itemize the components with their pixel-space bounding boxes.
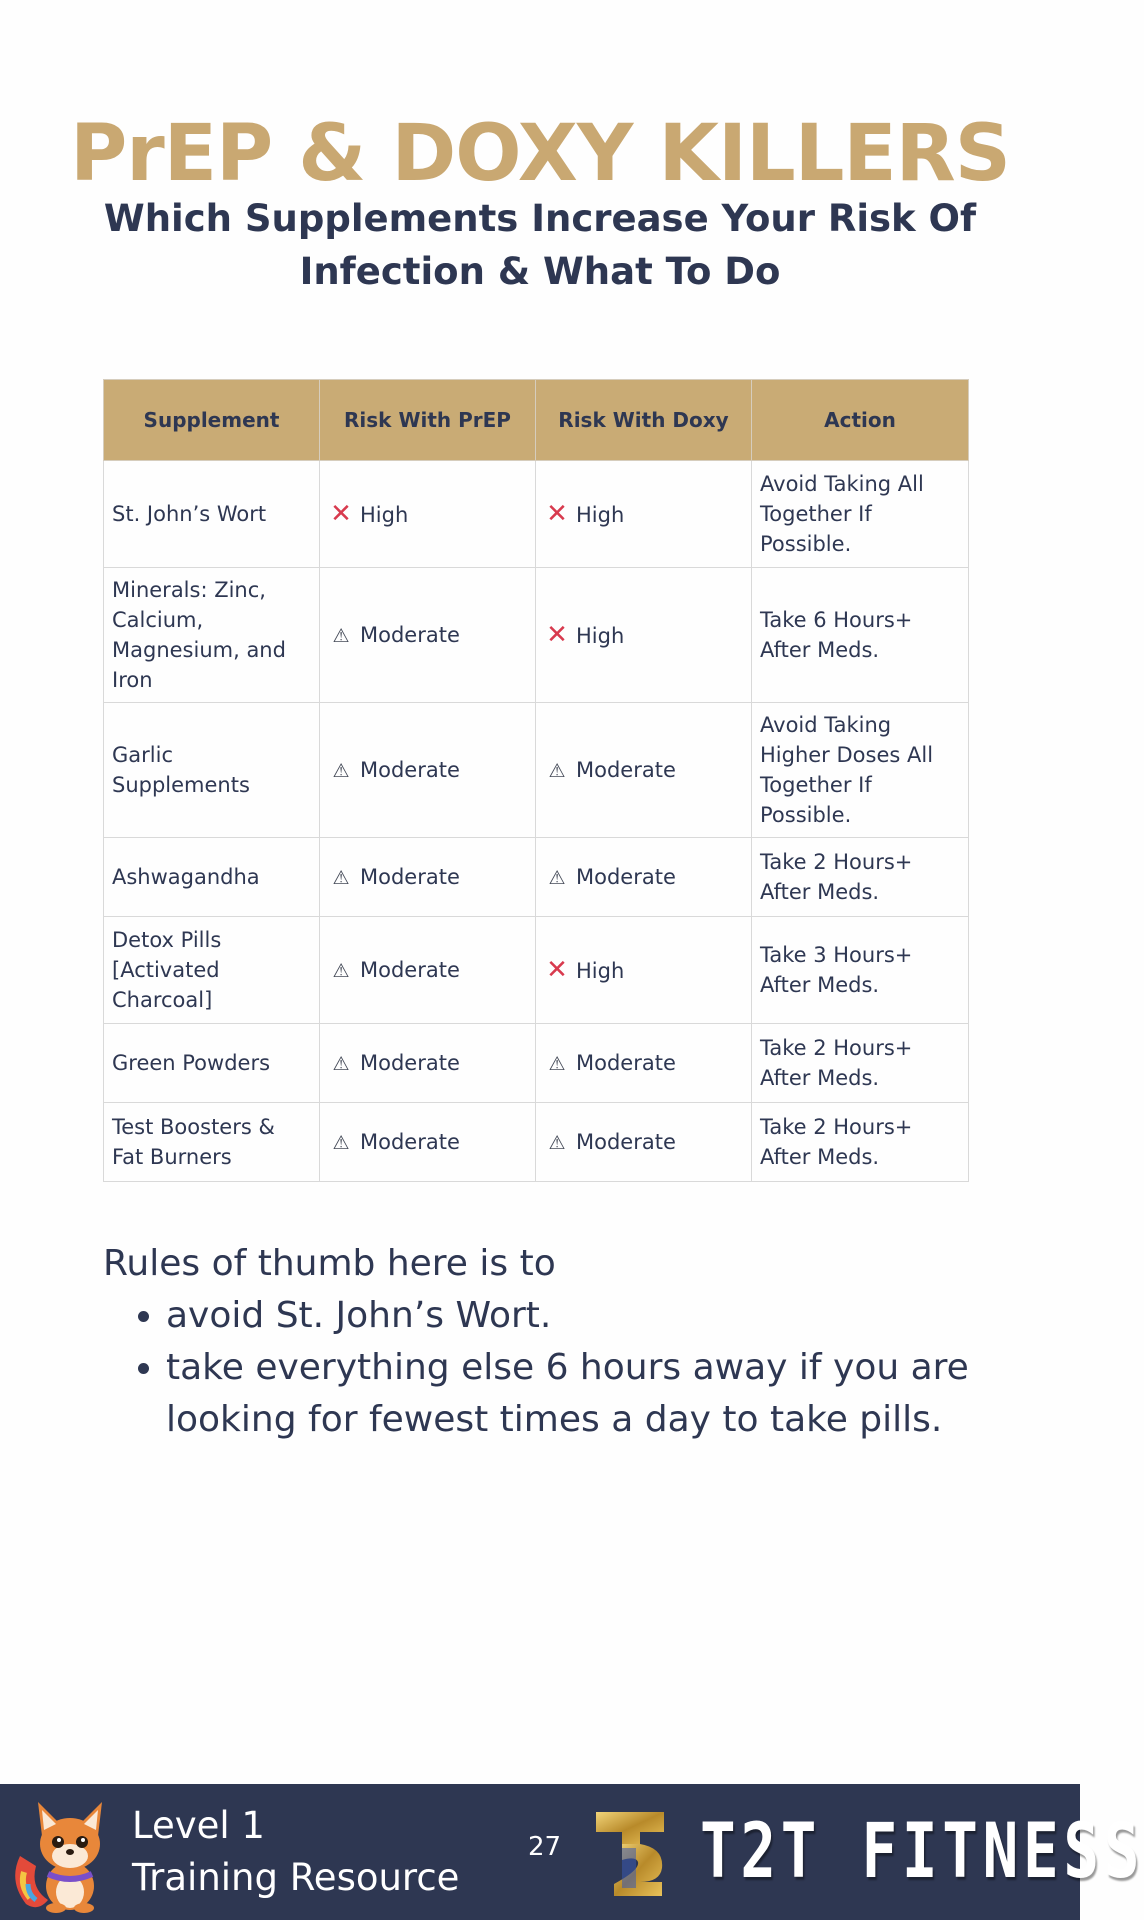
- warning-icon: ⚠: [332, 1131, 350, 1154]
- supplement-risk-table: [103, 379, 969, 1182]
- warning-icon: ⚠: [548, 1131, 566, 1154]
- risk-level: Moderate: [360, 622, 460, 647]
- table-row: [104, 703, 969, 838]
- risk-level: High: [360, 502, 409, 527]
- supplement-cell: Test Boosters & Fat Burners: [104, 1103, 320, 1182]
- risk-level: Moderate: [576, 864, 676, 889]
- rules-item: • take everything else 6 hours away if you are looking for fewest times a day to take pills.: [166, 1342, 983, 1446]
- risk-cell: [320, 703, 536, 838]
- risk-level: Moderate: [360, 957, 460, 982]
- t2t-logo-icon: [592, 1804, 668, 1900]
- risk-cell: [320, 838, 536, 917]
- risk-cell: [320, 568, 536, 703]
- x-icon: ✕: [546, 954, 568, 985]
- page-number: 27: [528, 1832, 562, 1862]
- warning-icon: ⚠: [548, 1052, 566, 1075]
- table-row: [104, 568, 969, 703]
- column-header: Action: [752, 380, 969, 461]
- risk-level: Moderate: [576, 1050, 676, 1075]
- risk-cell: [320, 461, 536, 568]
- risk-cell: [536, 838, 752, 917]
- risk-level: High: [576, 958, 625, 983]
- warning-icon: ⚠: [332, 624, 350, 647]
- rules-intro: Rules of thumb here is to: [103, 1243, 556, 1284]
- x-icon: ✕: [546, 619, 568, 650]
- risk-cell: [536, 917, 752, 1024]
- risk-cell: [536, 568, 752, 703]
- risk-cell: [536, 461, 752, 568]
- table-body: [104, 461, 969, 1182]
- risk-level: Moderate: [576, 757, 676, 782]
- action-cell: Take 6 Hours+ After Meds.: [752, 568, 969, 703]
- risk-cell: [320, 917, 536, 1024]
- risk-cell: [536, 1103, 752, 1182]
- supplement-cell: Detox Pills [Activated Charcoal]: [104, 917, 320, 1024]
- action-cell: Take 3 Hours+ After Meds.: [752, 917, 969, 1024]
- risk-level: Moderate: [360, 1129, 460, 1154]
- action-cell: Avoid Taking All Together If Possible.: [752, 461, 969, 568]
- table-row: [104, 917, 969, 1024]
- rules-item: • avoid St. John’s Wort.: [166, 1290, 983, 1342]
- page-title: PrEP & DOXY KILLERS: [70, 109, 1010, 199]
- warning-icon: ⚠: [332, 759, 350, 782]
- warning-icon: ⚠: [548, 866, 566, 889]
- table-row: [104, 838, 969, 917]
- rules-list: [103, 1290, 983, 1446]
- footer-bar: [0, 1784, 1144, 1920]
- risk-cell: [536, 1024, 752, 1103]
- warning-icon: ⚠: [332, 1052, 350, 1075]
- supplement-cell: Garlic Supplements: [104, 703, 320, 838]
- fox-mascot-icon: [8, 1796, 116, 1914]
- footer-level: Level 1: [132, 1804, 265, 1847]
- warning-icon: ⚠: [548, 759, 566, 782]
- risk-cell: [320, 1103, 536, 1182]
- table-header-row: [104, 380, 969, 461]
- column-header: Risk With Doxy: [536, 380, 752, 461]
- x-icon: ✕: [546, 498, 568, 529]
- risk-level: Moderate: [576, 1129, 676, 1154]
- brand-name: T2T FITNESS: [700, 1806, 1144, 1895]
- table-row: [104, 461, 969, 568]
- action-cell: Avoid Taking Higher Doses All Together If Possible.: [752, 703, 969, 838]
- supplement-cell: Green Powders: [104, 1024, 320, 1103]
- supplement-cell: Minerals: Zinc, Calcium, Magnesium, and Iron: [104, 568, 320, 703]
- action-cell: Take 2 Hours+ After Meds.: [752, 1024, 969, 1103]
- warning-icon: ⚠: [332, 866, 350, 889]
- risk-cell: [536, 703, 752, 838]
- risk-level: High: [576, 623, 625, 648]
- action-cell: Take 2 Hours+ After Meds.: [752, 1103, 969, 1182]
- table-row: [104, 1024, 969, 1103]
- rules-of-thumb: [103, 1238, 983, 1446]
- column-header: Risk With PrEP: [320, 380, 536, 461]
- footer-resource: Training Resource: [132, 1856, 460, 1899]
- footer-label: [132, 1800, 459, 1904]
- action-cell: Take 2 Hours+ After Meds.: [752, 838, 969, 917]
- table-row: [104, 1103, 969, 1182]
- risk-level: Moderate: [360, 757, 460, 782]
- page-subtitle: Which Supplements Increase Your Risk Of Infection & What To Do: [103, 197, 977, 293]
- x-icon: ✕: [330, 498, 352, 529]
- column-header: Supplement: [104, 380, 320, 461]
- supplement-cell: St. John’s Wort: [104, 461, 320, 568]
- risk-cell: [320, 1024, 536, 1103]
- supplement-cell: Ashwagandha: [104, 838, 320, 917]
- risk-level: Moderate: [360, 864, 460, 889]
- risk-level: Moderate: [360, 1050, 460, 1075]
- risk-level: High: [576, 502, 625, 527]
- warning-icon: ⚠: [332, 959, 350, 982]
